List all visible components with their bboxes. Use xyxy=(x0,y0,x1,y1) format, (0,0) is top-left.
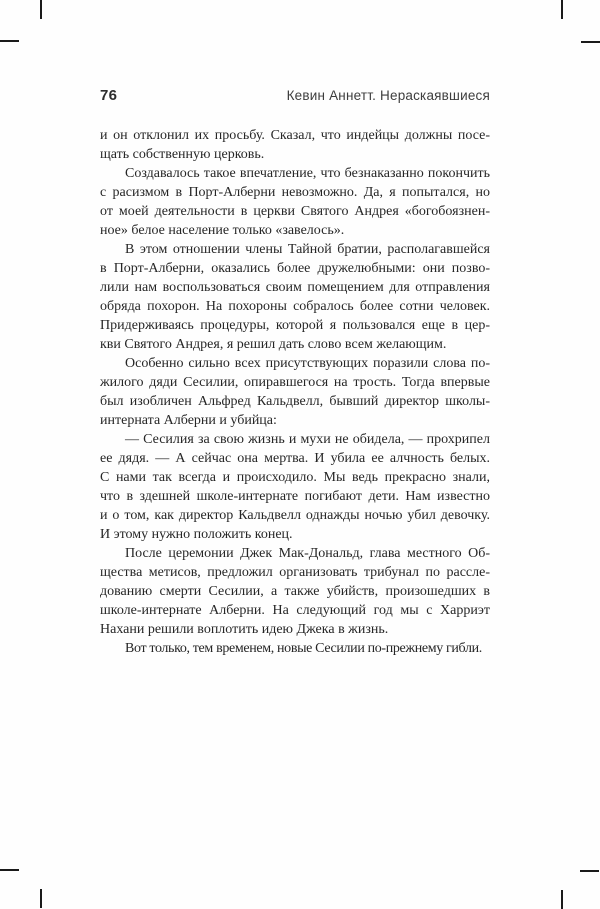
text-line: обряда похорон. На похороны собралось более сотни человек. xyxy=(100,299,490,314)
crop-mark-bottom-right-vertical xyxy=(561,890,563,909)
text-line: в Порт-Алберни, оказались более дружелюбными: они позво- xyxy=(100,261,490,276)
text-line: интерната Алберни и убийца: xyxy=(100,413,277,428)
text-line: Нахани решили воплотить идею Джека в жизнь. xyxy=(100,622,389,637)
text-line: В этом отношении члены Тайной братии, располагавшейся xyxy=(125,242,490,257)
text-line: После церемонии Джек Мак-Дональд, глава местного Об- xyxy=(125,546,490,561)
text-line: ное» белое население только «завелось». xyxy=(100,223,345,238)
text-line: кви Святого Андрея, я решил дать слово всем желающим. xyxy=(100,337,447,352)
text-line: с расизмом в Порт-Алберни невозможно. Да, я попытался, но xyxy=(100,185,490,200)
running-title: Кевин Аннетт. Нераскаявшиеся xyxy=(286,88,490,103)
text-line: С нами так всегда и происходило. Мы ведь прекрасно знали, xyxy=(100,470,490,485)
text-line: и он отклонил их просьбу. Сказал, что индейцы должны посе- xyxy=(100,128,490,143)
text-line: что в здешней школе-интернате погибают дети. Нам известно xyxy=(100,489,490,504)
running-header xyxy=(100,87,490,104)
crop-mark-top-right-horizontal xyxy=(581,41,600,43)
text-line: лили нам воспользоваться своим помещением для отправления xyxy=(100,280,490,295)
text-line: щать собственную церковь. xyxy=(100,147,265,162)
crop-mark-bottom-right-horizontal xyxy=(580,870,599,872)
text-line: Придерживаясь процедуры, которой я пользовался еще в цер- xyxy=(100,318,490,333)
page-body-text xyxy=(100,126,490,658)
text-line: И этому нужно положить конец. xyxy=(100,527,293,542)
crop-mark-top-right-vertical xyxy=(561,0,563,19)
text-line: Создавалось такое впечатление, что безнаказанно покончить xyxy=(125,166,490,181)
crop-mark-top-left-vertical xyxy=(40,0,42,19)
text-line: Особенно сильно всех присутствующих поразили слова по- xyxy=(125,356,490,371)
text-line: щества метисов, предложил организовать трибунал по рассле- xyxy=(100,565,490,580)
crop-mark-top-left-horizontal xyxy=(0,40,19,42)
crop-mark-bottom-left-horizontal xyxy=(0,869,19,871)
text-line: жилого дяди Сесилии, опиравшегося на трость. Тогда впервые xyxy=(100,375,490,390)
text-line: от моей деятельности в церкви Святого Андрея «богобоязнен- xyxy=(100,204,490,219)
text-line: — Сесилия за свою жизнь и мухи не обидела, — прохрипел xyxy=(125,432,490,447)
page-number: 76 xyxy=(100,87,118,104)
text-line: дованию смерти Сесилии, а также убийств, произошедших в xyxy=(100,584,490,599)
text-line: Вот только, тем временем, новые Сесилии по-прежнему гибли. xyxy=(125,641,482,656)
text-line: ее дядя. — А сейчас она мертва. И убила ее алчность белых. xyxy=(100,451,490,466)
text-line: школе-интернате Алберни. На следующий год мы с Харриэт xyxy=(100,603,490,618)
crop-mark-bottom-left-vertical xyxy=(40,889,42,908)
text-line: и о том, как директор Кальдвелл однажды ночью убил девочку. xyxy=(100,508,490,523)
text-line: был изобличен Альфред Кальдвелл, бывший директор школы- xyxy=(100,394,490,409)
